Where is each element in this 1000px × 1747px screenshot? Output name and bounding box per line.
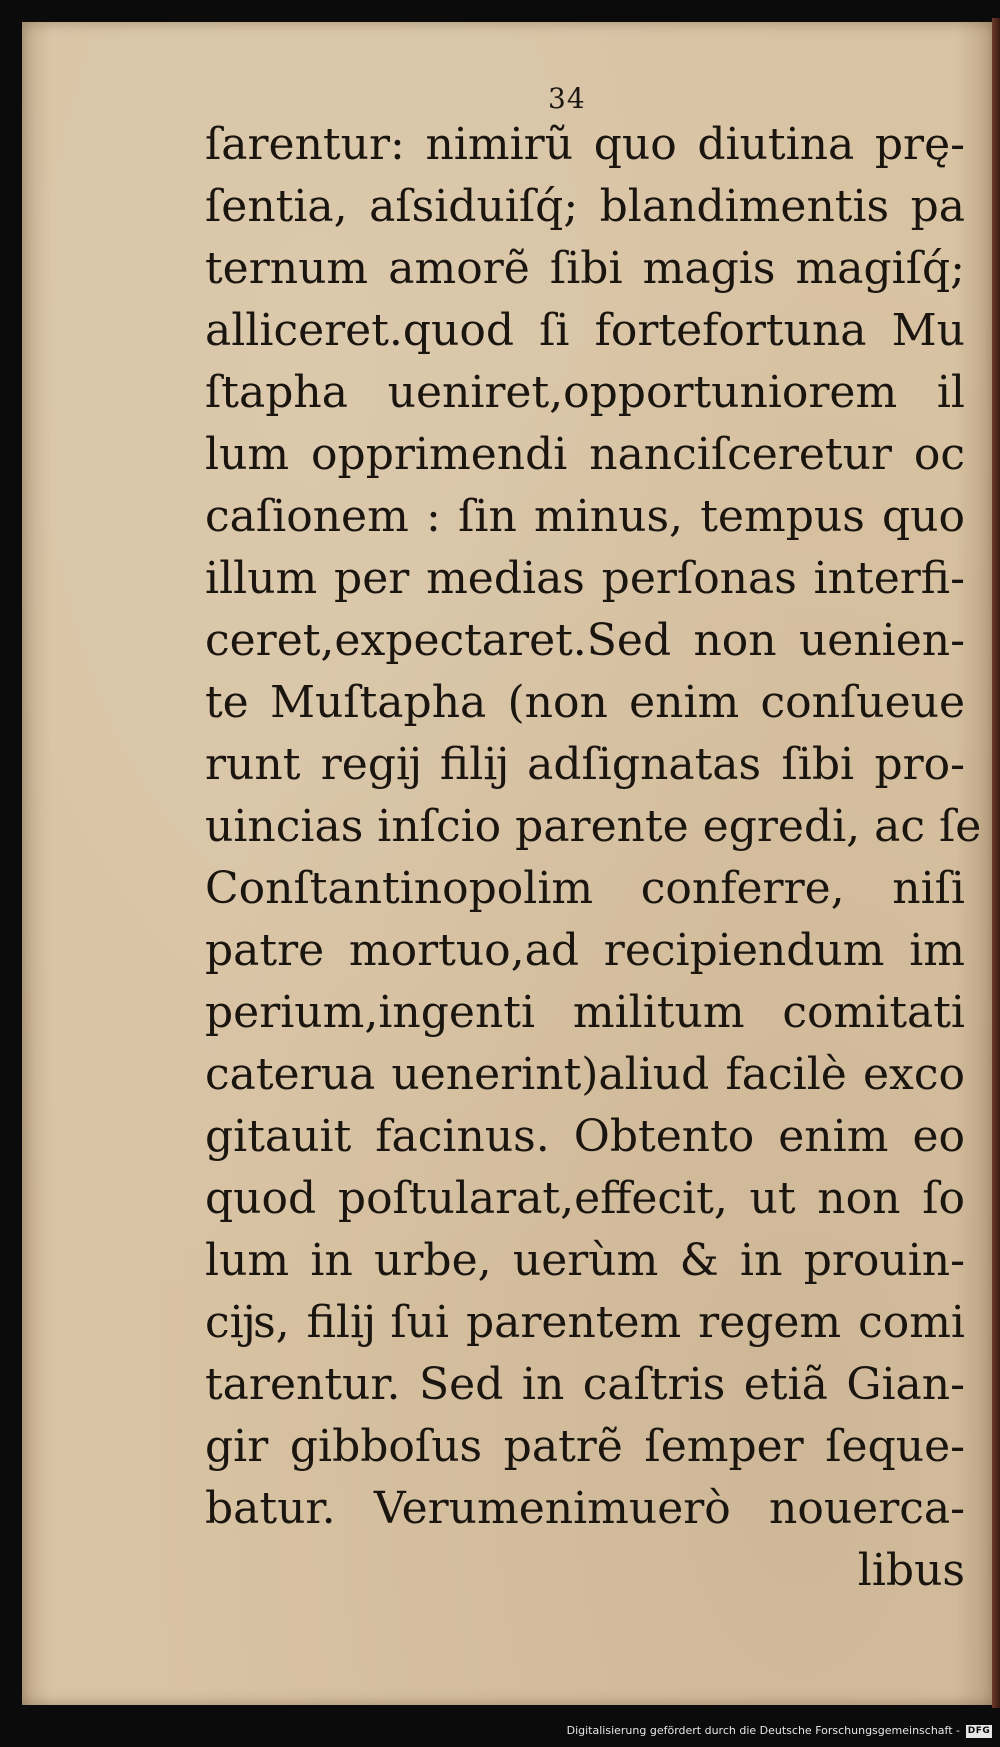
book-edge	[992, 18, 1000, 1708]
text-line: ſentia, aſsiduiſq́; blandimentis pa	[205, 181, 965, 232]
text-line: uincias inſcio parente egredi, ac ſe	[205, 801, 982, 852]
text-line: Conſtantinopolim conferre, niſi	[205, 863, 965, 914]
text-line: ternum amorẽ ſibi magis magiſq́;	[205, 243, 965, 294]
footer-bar	[0, 1711, 1000, 1747]
text-line: tarentur. Sed in caſtris etiã Gian-	[205, 1359, 965, 1410]
text-line: ſtapha ueniret,opportuniorem il	[205, 367, 965, 418]
text-line: te Muſtapha (non enim conſueue	[205, 677, 965, 728]
text-line: batur. Verumenimuerò nouerca-	[205, 1483, 965, 1534]
dfg-logo-icon: DFG	[967, 1726, 991, 1736]
text-line: alliceret.quod ſi fortefortuna Mu	[205, 305, 965, 356]
text-block	[205, 114, 982, 1602]
text-line: caſionem : ſin minus, tempus quo	[205, 491, 965, 542]
text-line: quod poſtularat,effecit, ut non ſo	[205, 1173, 965, 1224]
text-line: lum opprimendi nanciſceretur oc	[205, 429, 965, 480]
text-line: caterua uenerint)aliud facilè exco	[205, 1049, 965, 1100]
catchword: libus	[857, 1545, 965, 1596]
text-line: ceret,expectaret.Sed non uenien-	[205, 615, 965, 666]
text-line: gir gibboſus patrẽ ſemper ſeque-	[205, 1421, 965, 1472]
digitization-credit: Digitalisierung gefördert durch die Deutsche Forschungsgemeinschaft -	[566, 1724, 960, 1737]
text-line: cĳs, filĳ ſui parentem regem comi	[205, 1297, 965, 1348]
text-line: lum in urbe, uerùm & in prouin-	[205, 1235, 965, 1286]
text-line: patre mortuo,ad recipiendum im	[205, 925, 965, 976]
page-number: 34	[548, 82, 586, 115]
text-line: gitauit facinus. Obtento enim eo	[205, 1111, 965, 1162]
text-line: ſarentur: nimirũ quo diutina prę-	[205, 119, 965, 170]
text-line: illum per medias perſonas interfi-	[205, 553, 965, 604]
text-line: perium,ingenti militum comitati	[205, 987, 965, 1038]
text-line: runt regĳ filĳ adſignatas ſibi pro-	[205, 739, 965, 790]
